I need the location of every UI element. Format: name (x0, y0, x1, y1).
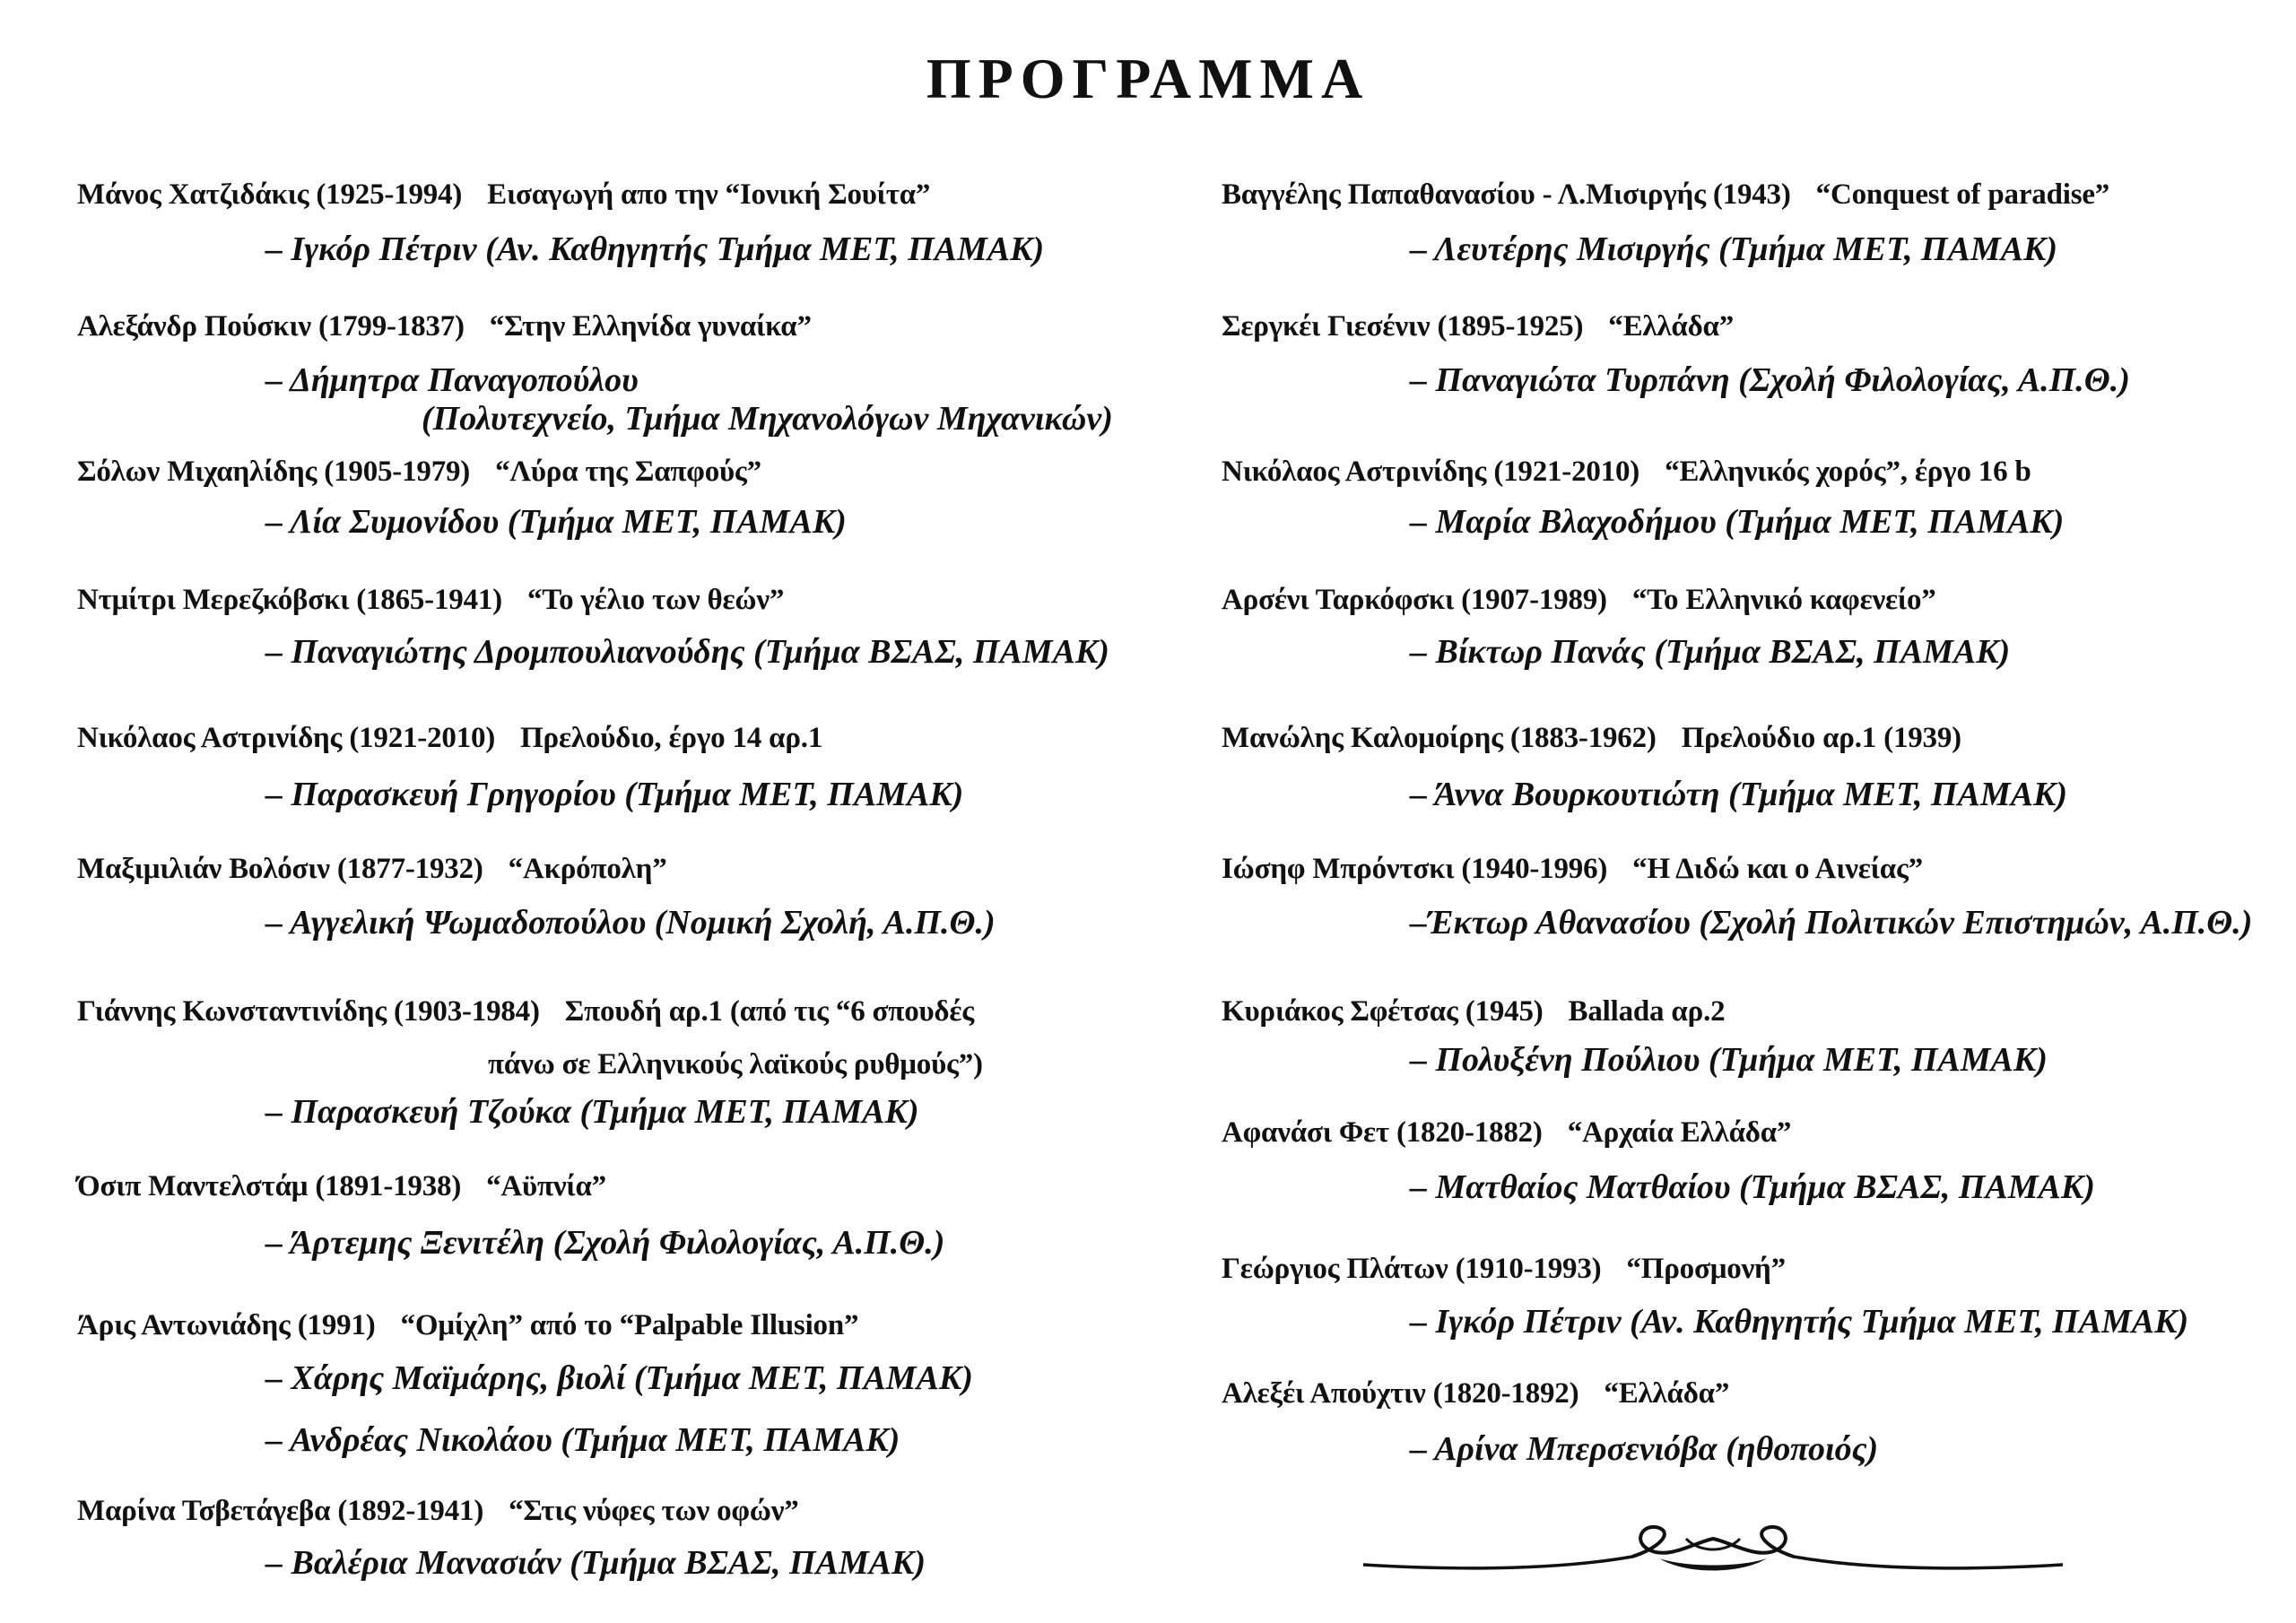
performer: – Μαρία Βλαχοδήμου (Τμήμα ΜΕΤ, ΠΑΜΑΚ) (1410, 503, 2065, 541)
performer: – Άρτεμης Ξενιτέλη (Σχολή Φιλολογίας, Α.Π.Θ.) (265, 1224, 945, 1262)
composer: Μανώλης Καλομοίρης (1883-1962) (1222, 722, 1657, 754)
program-item-heading (1222, 1114, 1791, 1151)
performer: – Πολυξένη Πούλιου (Τμήμα ΜΕΤ, ΠΑΜΑΚ) (1410, 1041, 2048, 1079)
performer: – Παρασκευή Γρηγορίου (Τμήμα ΜΕΤ, ΠΑΜΑΚ) (265, 776, 964, 813)
composer: Ντμίτρι Μερεζκόβσκι (1865-1941) (77, 584, 502, 616)
composer: Άρις Αντωνιάδης (1991) (77, 1309, 376, 1341)
composer: Αφανάσι Φετ (1820-1882) (1222, 1116, 1543, 1149)
composer: Μαρίνα Τσβετάγεβα (1892-1941) (77, 1495, 484, 1527)
work: “Η Διδώ και ο Αινείας” (1632, 853, 1923, 885)
program-item-heading (77, 308, 812, 345)
work: “Το γέλιο των θεών” (526, 584, 785, 616)
program-item-heading (77, 453, 761, 490)
composer: Σεργκέι Γιεσένιν (1895-1925) (1222, 310, 1584, 343)
work: “Αρχαία Ελλάδα” (1567, 1116, 1792, 1149)
work: “Αϋπνία” (486, 1170, 606, 1202)
work: Σπουδή αρ.1 (από τις “6 σπουδές (564, 995, 974, 1028)
work: “Ελληνικός χορός”, έργο 16 b (1665, 456, 2031, 488)
program-item-heading (1222, 176, 2109, 213)
program-item-heading (1222, 1375, 1729, 1412)
performer: – Βαλέρια Μανασιάν (Τμήμα ΒΣΑΣ, ΠΑΜΑΚ) (265, 1544, 926, 1582)
work: “Ελλάδα” (1604, 1377, 1730, 1410)
performer: – Λία Συμονίδου (Τμήμα ΜΕΤ, ΠΑΜΑΚ) (265, 503, 847, 541)
composer: Μάνος Χατζιδάκις (1925-1994) (77, 178, 463, 211)
work: “Ελλάδα” (1608, 310, 1735, 343)
composer: Νικόλαος Αστρινίδης (1921-2010) (77, 722, 496, 754)
ornament-divider (1363, 1515, 2063, 1596)
work: “Στην Ελληνίδα γυναίκα” (489, 310, 812, 343)
performer: – Άννα Βουρκουτιώτη (Τμήμα ΜΕΤ, ΠΑΜΑΚ) (1410, 776, 2068, 813)
performer: – Αρίνα Μπερσενιόβα (ηθοποιός) (1410, 1430, 1879, 1468)
work: “Ομίχλη” από το “Palpable Illusion” (400, 1309, 859, 1341)
composer: Μαξιμιλιάν Βολόσιν (1877-1932) (77, 853, 483, 885)
composer: Κυριάκος Σφέτσας (1945) (1222, 995, 1544, 1028)
performer: – Βίκτωρ Πανάς (Τμήμα ΒΣΑΣ, ΠΑΜΑΚ) (1410, 633, 2011, 671)
program-item-heading (77, 719, 822, 757)
work-continuation: πάνω σε Ελληνικούς λαϊκούς ρυθμούς”) (488, 1048, 983, 1081)
composer: Αλεξέι Απούχτιν (1820-1892) (1222, 1377, 1579, 1410)
composer: Όσιπ Μαντελστάμ (1891-1938) (77, 1170, 462, 1202)
performer: – Ανδρέας Νικολάου (Τμήμα ΜΕΤ, ΠΑΜΑΚ) (265, 1421, 900, 1459)
composer: Γεώργιος Πλάτων (1910-1993) (1222, 1253, 1602, 1285)
composer: Γιάννης Κωνσταντινίδης (1903-1984) (77, 995, 540, 1028)
composer: Βαγγέλης Παπαθανασίου - Λ.Μισιργής (1943) (1222, 178, 1791, 211)
work: Εισαγωγή απο την “Ιονική Σουίτα” (487, 178, 931, 211)
work: Ballada αρ.2 (1568, 995, 1726, 1028)
composer: Σόλων Μιχαηλίδης (1905-1979) (77, 456, 471, 488)
work: “Λύρα της Σαπφούς” (495, 456, 761, 488)
performer: – Χάρης Μαϊμάρης, βιολί (Τμήμα ΜΕΤ, ΠΑΜΑΚ) (265, 1359, 973, 1397)
performer: – Παναγιώτης Δρομπουλιανούδης (Τμήμα ΒΣΑΣ, ΠΑΜΑΚ) (265, 633, 1109, 671)
composer: Ιώσηφ Μπρόντσκι (1940-1996) (1222, 853, 1608, 885)
performer: – Αγγελική Ψωμαδοπούλου (Νομική Σχολή, Α.Π.Θ.) (265, 904, 996, 942)
performer: –Έκτωρ Αθανασίου (Σχολή Πολιτικών Επιστημών, Α.Π.Θ.) (1410, 904, 2253, 942)
work: “Conquest of paradise” (1815, 178, 2110, 211)
work: “Το Ελληνικό καφενείο” (1631, 584, 1936, 616)
work: Πρελούδιο αρ.1 (1939) (1681, 722, 1961, 754)
composer: Αρσένι Ταρκόφσκι (1907-1989) (1222, 584, 1607, 616)
work: “Ακρόπολη” (508, 853, 667, 885)
performer-affiliation: (Πολυτεχνείο, Τμήμα Μηχανολόγων Μηχανικών) (422, 400, 1113, 438)
work: “Προσμονή” (1626, 1253, 1786, 1285)
performer: – Λευτέρης Μισιργής (Τμήμα ΜΕΤ, ΠΑΜΑΚ) (1410, 230, 2058, 268)
program-item-heading (77, 993, 974, 1030)
work: “Στις νύφες των οφών” (509, 1495, 799, 1527)
program-item-heading (77, 850, 667, 888)
performer: – Παναγιώτα Τυρπάνη (Σχολή Φιλολογίας, Α.Π.Θ.) (1410, 361, 2130, 399)
program-item-heading (1222, 581, 1936, 619)
composer: Αλεξάνδρ Πούσκιν (1799-1837) (77, 310, 465, 343)
program-item-heading (77, 1167, 606, 1205)
performer: – Παρασκευή Τζούκα (Τμήμα ΜΕΤ, ΠΑΜΑΚ) (265, 1093, 919, 1131)
performer: – Ιγκόρ Πέτριν (Αν. Καθηγητής Τμήμα ΜΕΤ, ΠΑΜΑΚ) (1410, 1303, 2189, 1341)
program-item-heading (77, 581, 784, 619)
performer: – Ιγκόρ Πέτριν (Αν. Καθηγητής Τμήμα ΜΕΤ, ΠΑΜΑΚ) (265, 230, 1045, 268)
program-item-heading (77, 1306, 858, 1344)
work: Πρελούδιο, έργο 14 αρ.1 (520, 722, 823, 754)
program-item-heading (1222, 1250, 1786, 1288)
program-item-heading (1222, 719, 1961, 757)
program-item-heading (1222, 308, 1734, 345)
program-item-heading (1222, 850, 1923, 888)
page-title: ΠΡΟΓΡΑΜΜΑ (926, 47, 1370, 110)
program-item-heading (77, 1492, 799, 1530)
program-item-heading (77, 176, 930, 213)
program-item-heading (1222, 993, 1725, 1030)
performer: – Ματθαίος Ματθαίου (Τμήμα ΒΣΑΣ, ΠΑΜΑΚ) (1410, 1168, 2095, 1206)
performer: – Δήμητρα Παναγοπούλου (265, 361, 639, 399)
program-item-heading (1222, 453, 2031, 490)
composer: Νικόλαος Αστρινίδης (1921-2010) (1222, 456, 1640, 488)
